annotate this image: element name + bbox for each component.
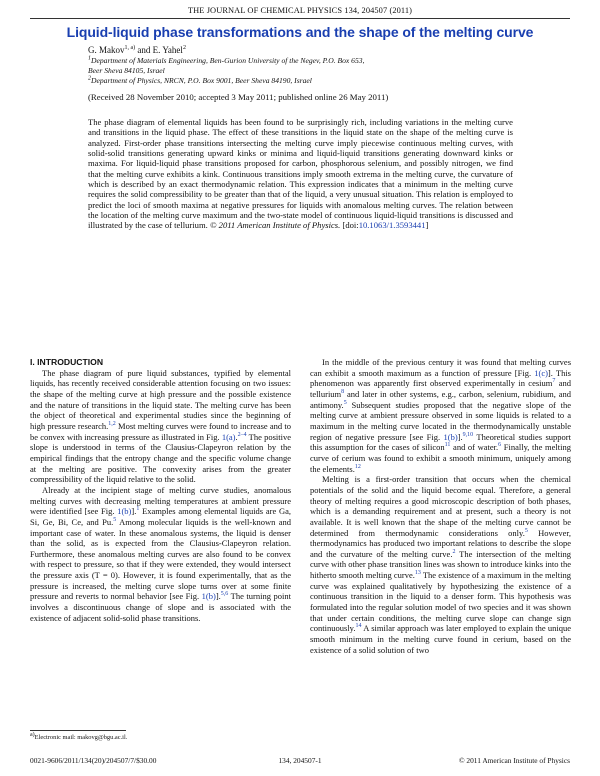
citation-link[interactable]: 14 [355,623,362,630]
text-span: The existence of a maximum in the melting curve was explained qualitatively by hypothesizing the existence of a continuous transition in the liquid to a denser form. This hypothesis was formulated into the regular solution model of two species and it was shown that under certain conditions, the melting curve slope can change sign continuously. [310,570,571,634]
text-span: Examples among elemental liquids are Ga, Si, Ge, Bi, Ce, and Pu. [30,506,291,527]
text-span: The positive slope is understood in terms of the Clausius-Clapeyron relation by the empirical findings that the entropy change and the specific volume change at the melting are positive. The convexity arises from the greater compressibility of the liquid relative to the solid. [30,431,291,485]
citation-link[interactable]: 5 [113,517,117,524]
figure-link[interactable]: 1(b) [201,591,216,602]
citation-link[interactable]: 9,10 [462,431,474,438]
figure-link[interactable]: 1(b) [117,506,132,517]
author-line [88,45,186,55]
citation-link[interactable]: 1 [136,506,140,513]
abstract-text: The phase diagram of elemental liquids has been found to be surprisingly rich, including variations in the melting curve and transitions in the liquid phase. The effect of these transitions in the liquid state on the shape of the melting curve is analyzed. First-order phase transitions intersecting the melting curve imply piecewise continuous melting curves, with solid-solid transitions generating upward kinks or minima and liquid-liquid transitions generating downward kinks or maxima. For liquid-liquid phase transitions proposed for carbon, phosphorous selenium, and possibly nitrogen, we find that the melting curve exhibits a kink. Continuous transitions imply smooth extrema in the melting curve, the curvature of which is described by an exact thermodynamic relation. This expression indicates that a minimum in the melting curve requires the solid compressibility to be greater than that of the liquid, a very unusual situation. This relation is employed to predict the loci of smooth maxima at negative pressures for liquids with anomalous melting curves. The relation between the location of the melting curve maximum and the two-state model of continuous liquid-liquid transitions is discussed and illustrated by the case of tellurium. [88,117,513,231]
citation-link[interactable]: 5,6 [220,591,229,598]
paper-title: Liquid-liquid phase transformations and the shape of the melting curve [66,24,534,40]
citation-link[interactable]: 1,2 [108,421,116,428]
text-span: and tellurium [310,378,571,399]
affiliation-sup: 1 [88,55,91,62]
figure-link[interactable]: 1(c) [534,367,548,378]
left-column [30,357,291,623]
citation-link[interactable]: 12 [354,463,361,470]
paragraph: The phase diagram of pure liquid substances, typified by elemental liquids, has recently received considerable attention focusing on two issues: the shape of the melting curve at high pressure and the possible existence and the nature of transitions in the liquid state. The melting curve has been the object of theoretical and experimental studies since the beginning of high pressure research.$^{1,2}$ Most melting curves were found to increase and to be convex with increasing pressure as illustrated in Fig. 1(a).$^{2-4}$ The positive slope is understood in terms of the Clausius-Clapeyron relation by the empirical findings that the entropy change and the specific volume change at the melting are positive. The convexity arises from the greater compressibility of the liquid relative to the solid. [30,367,292,485]
doi-link[interactable]: 10.1063/1.3593441 [358,220,426,231]
text-span: A similar approach was later employed to explain the unique smooth minimum in the melting curve found in cerium, based on the existence of a solid solution of two [310,623,571,655]
citation-link[interactable]: 8 [341,389,345,396]
author-and: and [135,45,153,55]
paragraph [310,474,571,655]
footnote-sup: a) [30,731,35,738]
affiliation-2 [88,76,312,86]
citation-link[interactable]: 13 [414,570,421,577]
affiliation-line: Department of Materials Engineering, Ben-Gurion University of the Negev, P.O. Box 653, [91,56,365,65]
affiliation-sup: 2 [88,75,91,82]
abstract-copyright: © 2011 American Institute of Physics. [209,220,341,231]
right-column [310,357,571,655]
citation-link[interactable]: 2 [452,548,456,555]
header-rule [30,18,570,19]
text-span: Already at the incipient stage of melting curve studies, anomalous melting curves with decreasing melting temperatures at ambient pressure were identified [see Fig. [30,484,291,517]
footer-issn: 0021-9606/2011/134(20)/204507/7/$30.00 [30,756,157,765]
doi-prefix: [doi: [342,220,359,231]
text-span: The intersection of the melting curve with other phase transition lines was shown to introduce kinks into the hitherto smooth melting curve. [310,548,571,581]
footnote-rule [30,730,126,731]
citation-link[interactable]: 2–4 [237,431,247,438]
citation-link[interactable]: 5 [343,399,347,406]
citation-link[interactable]: 7 [552,378,556,385]
received-dates: (Received 28 November 2010; accepted 3 May 2011; published online 26 May 2011) [88,92,389,102]
section-heading: I. INTRODUCTION [30,357,104,367]
figure-link[interactable]: 1(a) [221,431,236,442]
text-span: and of water. [450,442,499,453]
author-name: G. Makov [88,45,125,55]
text-span: Finally, the melting curve of cerium was found to exhibit a smooth minimum, uniquely among the elements. [310,442,571,474]
text-span: Most melting curves were found to increase and to be convex with increasing pressure as illustrated in Fig. [30,420,292,442]
text-span: The phase diagram of pure liquid substances, typified by elemental liquids, has recently received considerable attention focusing on two issues: the shape of the melting curve at high pressure and the possible existence and the nature of transitions in the liquid state. The melting curve has been the object of theoretical and experimental studies since the beginning of high pressure research. [30,367,291,431]
affiliation-line: Beer Sheva 84105, Israel [88,65,165,75]
author-sup: 2 [182,45,186,51]
footer-copyright: © 2011 American Institute of Physics [458,756,570,765]
figure-link[interactable]: 1(b) [443,431,458,442]
author-name: E. Yahel [152,45,183,55]
text-span: However, thermodynamics has produced two important relations to describe the slope and the curvature of the melting curve. [310,527,571,559]
footnote [30,731,128,741]
text-span: and later in other systems, e.g., carbon, selenium, rubidium, and antimony. [310,388,571,410]
footnote-text: Electronic mail: makovg@bgu.ac.il. [34,734,128,741]
affiliation-1 [88,56,364,75]
paragraph: In the middle of the previous century it was found that melting curves can exhibit a smooth maximum as a function of pressure [Fig. 1(c)]. This phenomenon was apparently first observed experimentally in cesium$^7$ and tellurium$^8$ and later in other systems, e.g., carbon, selenium, rubidium, and antimony.$^5$ Subsequent studies proposed that the negative slope of the melting curve at ambient pressure observed in some liquids is related to a maximum in the melting curve located in the thermodynamically unstable region of negative pressure [see Fig. 1(b)].$^{9,10}$ Theoretical studies support this assumption for the cases of silicon$^{11}$ and of water.$^6$ Finally, the melting curve of cerium was found to exhibit a smooth minimum, uniquely among the elements.$^{12}$ [310,357,571,474]
footer-page-number: 134, 204507-1 [278,756,322,765]
paragraph: Already at the incipient stage of melting curve studies, anomalous melting curves with decreasing melting temperatures at ambient pressure were identified [see Fig. 1(b)].$^1$ Examples among elemental liquids are Ga, Si, Ge, Bi, Ce, and Pu.$^5$ Among molecular liquids is the well-known and important case of water. In these anomalous systems, the liquid is denser than the solid, as is expected from the Clausius-Clapeyron relation. Furthermore, these anomalous melting curves are also found to be convex with respect to pressure, so that if they were extended, they would intersect the pressure axis (T = 0). However, it is found experimentally, that as the pressure is increased, the melting curve slope turns over at some finite pressure and reverts to normal behavior [see Fig. 1(b)].$^{5,6}$ The turning point involves a discontinuous change of slope and is associated with the existence of adjacent solid-solid phase transitions. [30,484,291,623]
citation-link[interactable]: 6 [498,442,502,449]
citation-link[interactable]: 11 [444,442,451,449]
text-span: ]. This phenomenon was apparently first observed experimentally in cesium [310,367,571,389]
running-head: THE JOURNAL OF CHEMICAL PHYSICS 134, 204507 (2011) [187,6,413,15]
doi-suffix: ] [425,220,429,231]
text-span: Among molecular liquids is the well-known and important case of water. In these anomalous systems, the liquid is denser than the solid, as is expected from the Clausius-Clapeyron relation. Furthermore, these anomalous melting curves are also found to be convex with respect to pressure, so that if they were extended, they would intersect the pressure axis (T = 0). However, it is found experimentally, that as the pressure is increased, the melting curve slope turns over at some finite pressure and reverts to normal behavior [see Fig. [30,516,291,602]
abstract [88,117,513,231]
author-sup: 1, a) [124,45,136,51]
text-span: Subsequent studies proposed that the negative slope of the melting curve at ambient pressure observed in some liquids is related to a maximum in the melting curve located in the thermodynamically unstable region of negative pressure [see Fig. [310,399,571,442]
affiliation-line: Department of Physics, NRCN, P.O. Box 9001, Beer Sheva 84190, Israel [91,76,312,85]
text-span: In the middle of the previous century it was found that melting curves can exhibit a smooth maximum as a function of pressure [Fig. [310,357,571,378]
text-span: Theoretical studies support this assumption for the cases of silicon [310,431,571,453]
citation-link[interactable]: 5 [524,527,528,534]
text-span: Melting is a first-order transition that occurs when the chemical potentials of the solid and the liquid become equal. Therefore, a general theory of melting requires a good microscopic description of both phases, which is a demanding requirement and at present, such a theory is not available. It is well known that the shape of the melting curve cannot be determined from thermodynamic considerations only. [310,474,571,538]
text-span: The turning point involves a discontinuous change of slope and is associated with the existence of adjacent solid-solid phase transitions. [30,591,291,623]
